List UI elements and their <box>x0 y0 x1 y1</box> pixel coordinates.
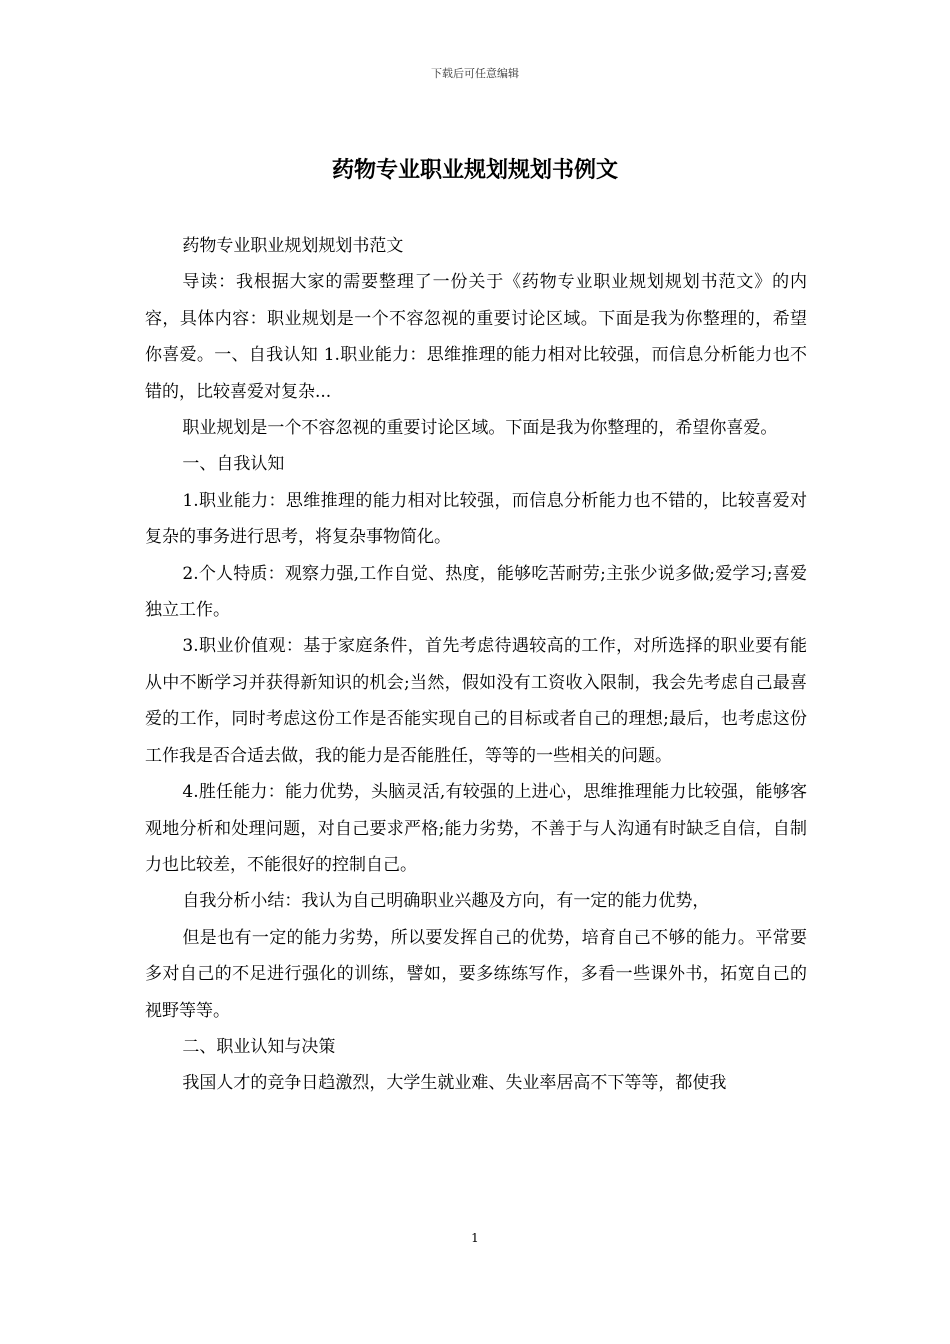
paragraph: 3.职业价值观：基于家庭条件，首先考虑待遇较高的工作，对所选择的职业要有能从中不断学习并获得新知识的机会;当然，假如没有工资收入限制，我会先考虑自己最喜爱的工作，同时考虑这份工作是否能实现自己的目标或者自己的理想;最后，也考虑这份工作我是否合适去做，我的能力是否能胜任，等等的一些相关的问题。 <box>145 636 807 766</box>
document-title: 药物专业职业规划规划书例文 <box>331 157 618 183</box>
paragraph-subtitle: 药物专业职业规划规划书范文 <box>182 236 404 256</box>
paragraph: 但是也有一定的能力劣势，所以要发挥自己的优势，培育自己不够的能力。平常要多对自己的不足进行强化的训练，譬如，要多练练写作，多看一些课外书，拓宽自己的视野等等。 <box>145 927 807 1021</box>
paragraph: 4.胜任能力：能力优势，头脑灵活,有较强的上进心，思维推理能力比较强，能够客观地分析和处理问题，对自己要求严格;能力劣势，不善于与人沟通有时缺乏自信，自制力也比较差，不能很好的控制自己。 <box>145 782 807 875</box>
paragraph: 自我分析小结：我认为自己明确职业兴趣及方向，有一定的能力优势， <box>182 891 710 912</box>
paragraph: 职业规划是一个不容忽视的重要讨论区域。下面是我为你整理的，希望你喜爱。 <box>182 418 778 439</box>
page-header-note: 下载后可任意编辑 <box>431 67 519 80</box>
section-heading: 二、职业认知与决策 <box>182 1036 336 1057</box>
paragraph: 2.个人特质：观察力强,工作自觉、热度，能够吃苦耐劳;主张少说多做;爱学习;喜爱独立工作。 <box>145 563 807 621</box>
paragraph: 我国人才的竞争日趋激烈，大学生就业难、失业率居高不下等等，都使我 <box>182 1073 727 1094</box>
section-heading: 一、自我认知 <box>182 454 285 475</box>
paragraph: 1.职业能力：思维推理的能力相对比较强，而信息分析能力也不错的，比较喜爱对复杂的事务进行思考，将复杂事物简化。 <box>145 490 807 548</box>
document-body <box>145 228 807 1102</box>
page-number: 1 <box>471 1231 479 1245</box>
paragraph-intro: 导读：我根据大家的需要整理了一份关于《药物专业职业规划规划书范文》的内容，具体内容：职业规划是一个不容忽视的重要讨论区域。下面是我为你整理的，希望你喜爱。一、自我认知 1.职业能力：思维推理的能力相对比较强，而信息分析能力也不错的，比较喜爱对复杂... <box>145 272 807 402</box>
